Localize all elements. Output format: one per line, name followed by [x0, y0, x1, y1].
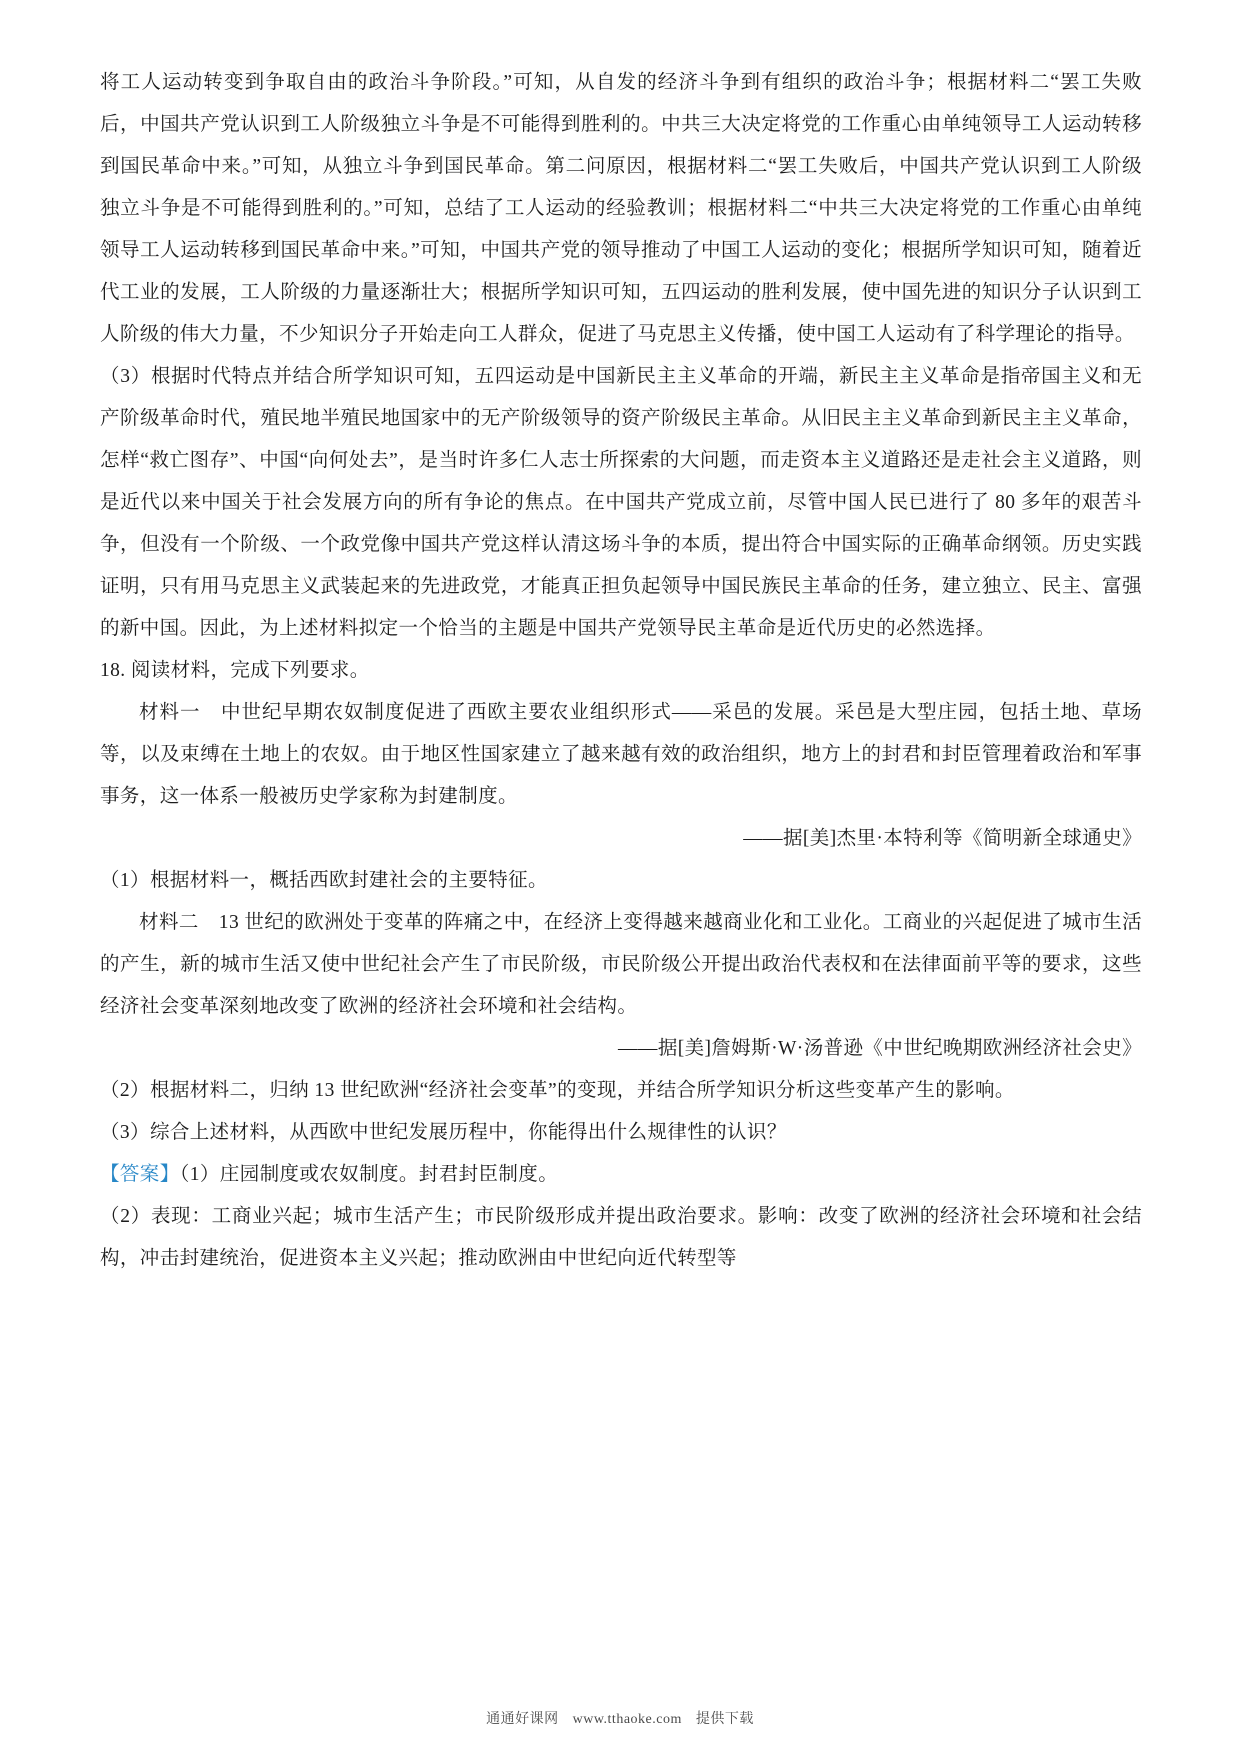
material-two-paragraph: 材料二 13 世纪的欧洲处于变革的阵痛之中，在经济上变得越来越商业化和工业化。工商业的兴起促进了城市生活的产生，新的城市生活又使中世纪社会产生了市民阶级，市民阶级公开提出政治代表权和在法律面前平等的要求，这些经济社会变革深刻地改变了欧洲的经济社会环境和社会结构。: [100, 912, 1142, 1017]
footer-site-name: 通通好课网: [486, 1712, 559, 1727]
paragraph-analysis-part3: （3）根据时代特点并结合所学知识可知，五四运动是中国新民主主义革命的开端，新民主主义革命是指帝国主义和无产阶级革命时代，殖民地半殖民地国家中的无产阶级领导的资产阶级民主革命。从旧民主主义革命到新民主主义革命，怎样“救亡图存”、中国“向何处去”，是当时许多仁人志士所探索的大问题，而走资本主义道路还是走社会主义道路，则是近代以来中国关于社会发展方向的所有争论的焦点。在中国共产党成立前，尽管中国人民已进行了 80 多年的艰苦斗争，但没有一个阶级、一个政党像中国共产党这样认清这场斗争的本质，提出符合中国实际的正确革命纲领。历史实践证明，只有用马克思主义武装起来的先进政党，才能真正担负起领导中国民族民主革命的任务，建立独立、民主、富强的新中国。因此，为上述材料拟定一个恰当的主题是中国共产党领导民主革命是近代历史的必然选择。: [100, 366, 1142, 639]
answer-label: 【答案】: [100, 1164, 180, 1185]
page-footer: [0, 1708, 1240, 1728]
material-one-source-attribution: ——据[美]杰里·本特利等《简明新全球通史》: [743, 828, 1142, 849]
footer-suffix: 提供下载: [695, 1712, 754, 1727]
footer-url: www.tthaoke.com: [572, 1712, 682, 1727]
question-18-part3: （3）综合上述材料，从西欧中世纪发展历程中，你能得出什么规律性的认识？: [100, 1122, 787, 1143]
material-one-paragraph: 材料一 中世纪早期农奴制度促进了西欧主要农业组织形式——采邑的发展。采邑是大型庄园，包括土地、草场等，以及束缚在土地上的农奴。由于地区性国家建立了越来越有效的政治组织，地方上的封君和封臣管理着政治和军事事务，这一体系一般被历史学家称为封建制度。: [100, 702, 1142, 807]
document-content: [100, 62, 1142, 1280]
answer-paragraph-part1: [100, 1154, 1142, 1196]
question-18-heading: 18. 阅读材料，完成下列要求。: [100, 660, 370, 681]
answer-paragraph-part2: （2）表现：工商业兴起；城市生活产生；市民阶级形成并提出政治要求。影响：改变了欧洲的经济社会环境和社会结构，冲击封建统治，促进资本主义兴起；推动欧洲由中世纪向近代转型等: [100, 1206, 1142, 1269]
answer-part1-text: （1）庄园制度或农奴制度。封君封臣制度。: [179, 1164, 559, 1185]
question-18-part2: （2）根据材料二，归纳 13 世纪欧洲“经济社会变革”的变现，并结合所学知识分析这些变革产生的影响。: [100, 1080, 1015, 1101]
material-two-source-attribution: ——据[美]詹姆斯·W·汤普逊《中世纪晚期欧洲经济社会史》: [618, 1038, 1142, 1059]
question-18-part1: （1）根据材料一，概括西欧封建社会的主要特征。: [100, 870, 548, 891]
paragraph-analysis-continued: 将工人运动转变到争取自由的政治斗争阶段。”可知，从自发的经济斗争到有组织的政治斗争；根据材料二“罢工失败后，中国共产党认识到工人阶级独立斗争是不可能得到胜利的。中共三大决定将党的工作重心由单纯领导工人运动转移到国民革命中来。”可知，从独立斗争到国民革命。第二问原因，根据材料二“罢工失败后，中国共产党认识到工人阶级独立斗争是不可能得到胜利的。”可知，总结了工人运动的经验教训；根据材料二“中共三大决定将党的工作重心由单纯领导工人运动转移到国民革命中来。”可知，中国共产党的领导推动了中国工人运动的变化；根据所学知识可知，随着近代工业的发展，工人阶级的力量逐渐壮大；根据所学知识可知，五四运动的胜利发展，使中国先进的知识分子认识到工人阶级的伟大力量，不少知识分子开始走向工人群众，促进了马克思主义传播，使中国工人运动有了科学理论的指导。: [100, 72, 1142, 345]
